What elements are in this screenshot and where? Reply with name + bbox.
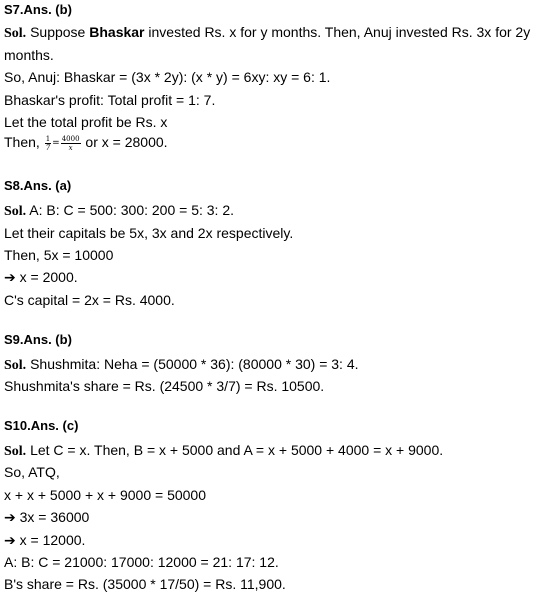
s10-line-4 xyxy=(4,508,89,527)
s7-then-label: Then, xyxy=(4,134,40,150)
s8-line-2: Let their capitals be 5x, 3x and 2x respectively. xyxy=(4,225,294,241)
s8-line-4-text: x = 2000. xyxy=(15,269,78,285)
s7-frac1-numerator: 1 xyxy=(45,134,51,143)
s10-line-5-text: x = 12000. xyxy=(15,532,86,548)
s7-frac2-denominator: x xyxy=(68,143,73,152)
s7-sol-label: Sol. xyxy=(4,26,27,41)
s10-line-1 xyxy=(4,441,443,461)
s8-line-3: Then, 5x = 10000 xyxy=(4,247,114,263)
s10-heading: S10.Ans. (c) xyxy=(4,418,79,433)
s10-line-2: So, ATQ, xyxy=(4,464,60,480)
s9-line-2: Shushmita's share = Rs. (24500 * 3/7) = Rs. 10500. xyxy=(4,378,325,394)
s7-heading: S7.Ans. (b) xyxy=(4,2,72,17)
s8-line-5: C's capital = 2x = Rs. 4000. xyxy=(4,292,175,308)
s7-frac2-numerator: 4000 xyxy=(61,134,80,143)
s8-line-1 xyxy=(4,201,234,221)
s9-heading: S9.Ans. (b) xyxy=(4,332,72,347)
s10-line-7: B's share = Rs. (35000 * 17/50) = Rs. 11,900. xyxy=(4,576,286,592)
s10-line-3: x + x + 5000 + x + 9000 = 50000 xyxy=(4,487,206,503)
s8-line-4 xyxy=(4,268,78,287)
s9-line-1 xyxy=(4,355,359,375)
s9-line-1-text: Shushmita: Neha = (50000 * 36): (80000 * 30) = 3: 4. xyxy=(26,356,359,372)
s7-frac1-denominator: 7 xyxy=(45,143,51,152)
s10-line-6: A: B: C = 21000: 17000: 12000 = 21: 17: 12. xyxy=(4,554,279,570)
s7-fraction-4000-x xyxy=(61,135,81,152)
s8-heading: S8.Ans. (a) xyxy=(4,178,72,193)
s9-sol-label: Sol. xyxy=(4,358,27,373)
s10-line-1-text: Let C = x. Then, B = x + 5000 and A = x + 5000 + 4000 = x + 9000. xyxy=(26,442,444,458)
arrow-right-icon: ➔ xyxy=(4,533,16,549)
s7-line-3: So, Anuj: Bhaskar = (3x * 2y): (x * y) = 6xy: xy = 6: 1. xyxy=(4,69,331,85)
s10-line-5 xyxy=(4,531,85,550)
s10-line-4-text: 3x = 36000 xyxy=(15,509,90,525)
s7-line-1 xyxy=(4,23,530,43)
s7-line-6-result: or x = 28000. xyxy=(81,134,168,150)
arrow-right-icon: ➔ xyxy=(4,270,16,286)
s7-line-1-rest: invested Rs. x for y months. Then, Anuj invested Rs. 3x for 2y xyxy=(144,24,531,40)
s7-line-4: Bhaskar's profit: Total profit = 1: 7. xyxy=(4,92,216,108)
s8-line-1-text: A: B: C = 500: 300: 200 = 5: 3: 2. xyxy=(26,202,234,218)
s8-sol-label: Sol. xyxy=(4,204,27,219)
arrow-right-icon: ➔ xyxy=(4,510,16,526)
s7-line-2: months. xyxy=(4,47,54,63)
s7-line-1-text: Suppose xyxy=(26,24,90,40)
s7-equals-sign: = xyxy=(52,138,60,149)
s7-bhaskar-name: Bhaskar xyxy=(89,24,145,40)
s7-line-6 xyxy=(4,133,168,152)
s10-sol-label: Sol. xyxy=(4,444,27,459)
s7-line-5: Let the total profit be Rs. x xyxy=(4,114,168,130)
s7-fraction-1-7 xyxy=(45,135,51,152)
